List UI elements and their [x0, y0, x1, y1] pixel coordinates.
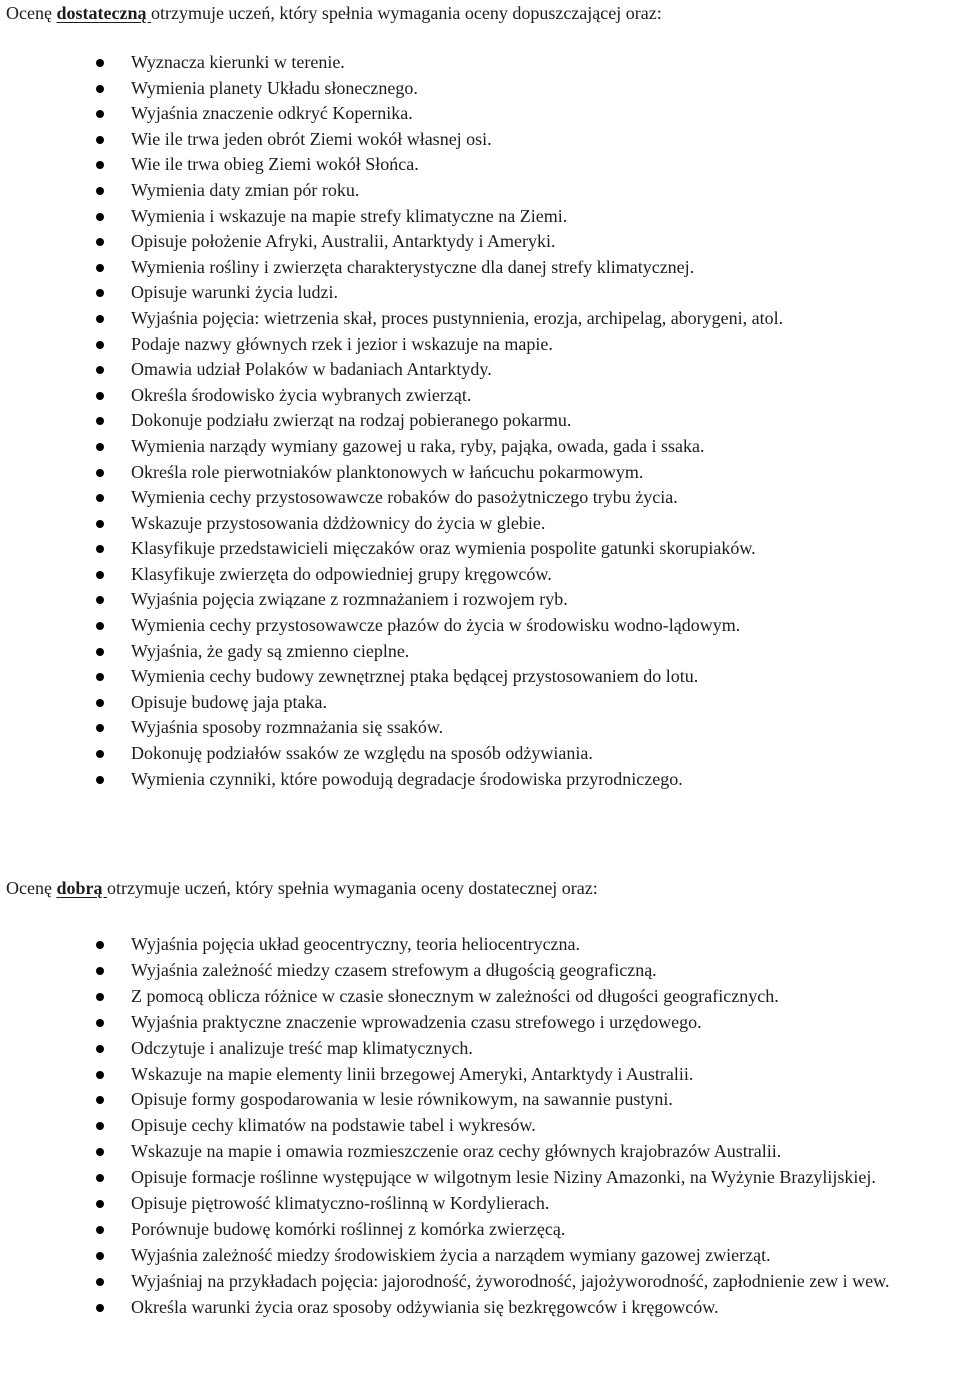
criteria-list	[0, 932, 960, 1321]
list-item-text: Opisuje formacje roślinne występujące w wilgotnym lesie Niziny Amazonki, na Wyżynie Brazylijskiej.	[131, 1167, 876, 1188]
bullet-icon	[96, 213, 104, 221]
list-item-text: Wyznacza kierunki w terenie.	[131, 52, 345, 72]
bullet-icon	[96, 392, 104, 400]
list-item	[0, 357, 960, 383]
list-item	[0, 562, 960, 588]
list-item-text: Wymienia cechy przystosowawcze robaków do pasożytniczego trybu życia.	[131, 487, 678, 508]
bullet-icon	[96, 545, 104, 553]
bullet-icon	[96, 341, 104, 349]
bullet-icon	[96, 648, 104, 656]
list-item-text: Wyjaśnia pojęcia: wietrzenia skał, proces pustynnienia, erozja, archipelag, aborygeni, atol.	[131, 307, 784, 328]
bullet-icon	[96, 469, 104, 477]
list-item-text: Porównuje budowę komórki roślinnej z komórka zwierzęcą.	[131, 1218, 566, 1239]
list-item-text: Wskazuje na mapie i omawia rozmieszczenie oraz cechy głównych krajobrazów Australii.	[131, 1141, 782, 1162]
list-item	[0, 664, 960, 690]
bullet-icon	[96, 520, 104, 528]
list-item	[0, 536, 960, 562]
list-item-text: Wskazuje na mapie elementy linii brzegowej Ameryki, Antarktydy i Australii.	[131, 1063, 694, 1084]
bullet-icon	[96, 724, 104, 732]
bullet-icon	[96, 1304, 104, 1312]
list-item-text: Wymienia i wskazuje na mapie strefy klimatyczne na Ziemi.	[131, 205, 568, 226]
list-item	[0, 383, 960, 409]
list-item	[0, 1191, 960, 1217]
bullet-icon	[96, 494, 104, 502]
bullet-icon	[96, 187, 104, 195]
list-item	[0, 1036, 960, 1062]
list-item	[0, 767, 960, 793]
bullet-icon	[96, 1045, 104, 1053]
heading-prefix: Ocenę	[6, 3, 57, 23]
list-item-text: Określa warunki życia oraz sposoby odżywiania się bezkręgowców i kręgowców.	[131, 1296, 719, 1317]
bullet-icon	[96, 967, 104, 975]
list-item	[0, 1113, 960, 1139]
list-item	[0, 1269, 960, 1295]
list-item-text: Dokonuję podziałów ssaków ze względu na sposób odżywiania.	[131, 743, 593, 764]
list-item-text: Wymienia rośliny i zwierzęta charakterystyczne dla danej strefy klimatycznej.	[131, 256, 695, 277]
bullet-icon	[96, 366, 104, 374]
list-item-text: Wyjaśnia sposoby rozmnażania się ssaków.	[131, 717, 444, 738]
list-item	[0, 178, 960, 204]
list-item-text: Opisuje cechy klimatów na podstawie tabel i wykresów.	[131, 1115, 536, 1136]
list-item	[0, 204, 960, 230]
bullet-icon	[96, 1174, 104, 1182]
list-item	[0, 1139, 960, 1165]
list-item-text: Wyjaśnia pojęcia układ geocentryczny, teoria heliocentryczna.	[131, 934, 581, 954]
bullet-icon	[96, 1148, 104, 1156]
bullet-icon	[96, 941, 104, 949]
list-item-text: Opisuje warunki życia ludzi.	[131, 282, 338, 303]
list-item	[0, 127, 960, 153]
list-item	[0, 460, 960, 486]
list-item	[0, 1062, 960, 1088]
section-heading	[0, 0, 960, 26]
list-item	[0, 76, 960, 102]
bullet-icon	[96, 699, 104, 707]
list-item	[0, 1295, 960, 1321]
list-item-text: Wyjaśnia zależność miedzy środowiskiem życia a narządem wymiany gazowej zwierząt.	[131, 1244, 771, 1265]
list-item	[0, 1217, 960, 1243]
bullet-icon	[96, 1226, 104, 1234]
list-item-text: Klasyfikuje zwierzęta do odpowiedniej grupy kręgowców.	[131, 563, 552, 584]
bullet-icon	[96, 315, 104, 323]
list-item	[0, 1165, 960, 1191]
list-item-text: Podaje nazwy głównych rzek i jezior i wskazuje na mapie.	[131, 333, 553, 354]
bullet-icon	[96, 622, 104, 630]
list-item-text: Wyjaśniaj na przykładach pojęcia: jajorodność, żyworodność, jajożyworodność, zapłodnienie zew i wew.	[131, 1270, 890, 1291]
list-item	[0, 1243, 960, 1269]
list-item	[0, 152, 960, 178]
list-item	[0, 280, 960, 306]
list-item-text: Dokonuje podziału zwierząt na rodzaj pobieranego pokarmu.	[131, 410, 572, 431]
list-item	[0, 587, 960, 613]
list-item	[0, 958, 960, 984]
list-item-text: Określa środowisko życia wybranych zwierząt.	[131, 384, 472, 405]
bullet-icon	[96, 59, 104, 67]
list-item-text: Wie ile trwa jeden obrót Ziemi wokół własnej osi.	[131, 128, 492, 149]
bullet-icon	[96, 1019, 104, 1027]
list-item-text: Wie ile trwa obieg Ziemi wokół Słońca.	[131, 154, 419, 175]
list-item-text: Z pomocą oblicza różnice w czasie słonecznym w zależności od długości geograficznych.	[131, 985, 779, 1006]
heading-suffix: otrzymuje uczeń, który spełnia wymagania oceny dopuszczającej oraz:	[150, 3, 662, 23]
bullet-icon	[96, 161, 104, 169]
bullet-icon	[96, 443, 104, 451]
list-item	[0, 741, 960, 767]
grade-name: dobrą	[56, 878, 107, 898]
list-item-text: Wymienia cechy przystosowawcze płazów do życia w środowisku wodno-lądowym.	[131, 615, 741, 636]
bullet-icon	[96, 85, 104, 93]
bullet-icon	[96, 750, 104, 758]
list-item	[0, 932, 960, 958]
bullet-icon	[96, 238, 104, 246]
list-item	[0, 485, 960, 511]
bullet-icon	[96, 776, 104, 784]
list-item	[0, 613, 960, 639]
list-item-text: Opisuje położenie Afryki, Australii, Antarktydy i Ameryki.	[131, 231, 556, 252]
list-item	[0, 101, 960, 127]
bullet-icon	[96, 673, 104, 681]
list-item-text: Opisuje piętrowość klimatyczno-roślinną w Kordylierach.	[131, 1193, 550, 1214]
bullet-icon	[96, 289, 104, 297]
criteria-list	[0, 50, 960, 792]
list-item	[0, 715, 960, 741]
list-item	[0, 434, 960, 460]
bullet-icon	[96, 1122, 104, 1130]
heading-prefix: Ocenę	[6, 878, 57, 898]
bullet-icon	[96, 993, 104, 1001]
list-item-text: Wymienia planety Układu słonecznego.	[131, 77, 418, 98]
heading-suffix: otrzymuje uczeń, który spełnia wymagania oceny dostatecznej oraz:	[106, 878, 598, 898]
list-item-text: Wskazuje przystosowania dżdżownicy do życia w glebie.	[131, 512, 546, 533]
list-item	[0, 1087, 960, 1113]
list-item-text: Wymienia cechy budowy zewnętrznej ptaka będącej przystosowaniem do lotu.	[131, 666, 699, 687]
list-item-text: Wyjaśnia znaczenie odkryć Kopernika.	[131, 103, 413, 124]
section-heading	[0, 875, 960, 901]
list-item-text: Opisuje budowę jaja ptaka.	[131, 691, 327, 712]
list-item	[0, 1010, 960, 1036]
bullet-icon	[96, 136, 104, 144]
bullet-icon	[96, 596, 104, 604]
grade-name: dostateczną	[56, 3, 151, 23]
list-item	[0, 984, 960, 1010]
list-item	[0, 511, 960, 537]
list-item-text: Wyjaśnia pojęcia związane z rozmnażaniem i rozwojem ryb.	[131, 589, 568, 610]
bullet-icon	[96, 1200, 104, 1208]
list-item-text: Omawia udział Polaków w badaniach Antarktydy.	[131, 359, 492, 380]
list-item	[0, 332, 960, 358]
bullet-icon	[96, 1278, 104, 1286]
list-item	[0, 229, 960, 255]
list-item-text: Odczytuje i analizuje treść map klimatycznych.	[131, 1037, 473, 1058]
bullet-icon	[96, 110, 104, 118]
list-item	[0, 306, 960, 332]
list-item-text: Wymienia narządy wymiany gazowej u raka, ryby, pająka, owada, gada i ssaka.	[131, 435, 705, 456]
bullet-icon	[96, 1096, 104, 1104]
list-item	[0, 255, 960, 281]
bullet-icon	[96, 571, 104, 579]
list-item-text: Wyjaśnia praktyczne znaczenie wprowadzenia czasu strefowego i urzędowego.	[131, 1011, 702, 1032]
bullet-icon	[96, 1252, 104, 1260]
list-item	[0, 408, 960, 434]
list-item-text: Wymienia czynniki, które powodują degradacje środowiska przyrodniczego.	[131, 768, 683, 789]
bullet-icon	[96, 417, 104, 425]
bullet-icon	[96, 264, 104, 272]
list-item	[0, 690, 960, 716]
list-item-text: Opisuje formy gospodarowania w lesie równikowym, na sawannie pustyni.	[131, 1089, 673, 1110]
bullet-icon	[96, 1071, 104, 1079]
section-grade-good	[0, 875, 960, 1321]
list-item-text: Klasyfikuje przedstawicieli mięczaków oraz wymienia pospolite gatunki skorupiaków.	[131, 538, 756, 559]
list-item-text: Wyjaśnia, że gady są zmienno cieplne.	[131, 640, 410, 661]
list-item-text: Wyjaśnia zależność miedzy czasem strefowym a długością geograficzną.	[131, 959, 657, 980]
list-item	[0, 50, 960, 76]
list-item	[0, 639, 960, 665]
list-item-text: Określa role pierwotniaków planktonowych w łańcuchu pokarmowym.	[131, 461, 644, 482]
list-item-text: Wymienia daty zmian pór roku.	[131, 179, 360, 200]
